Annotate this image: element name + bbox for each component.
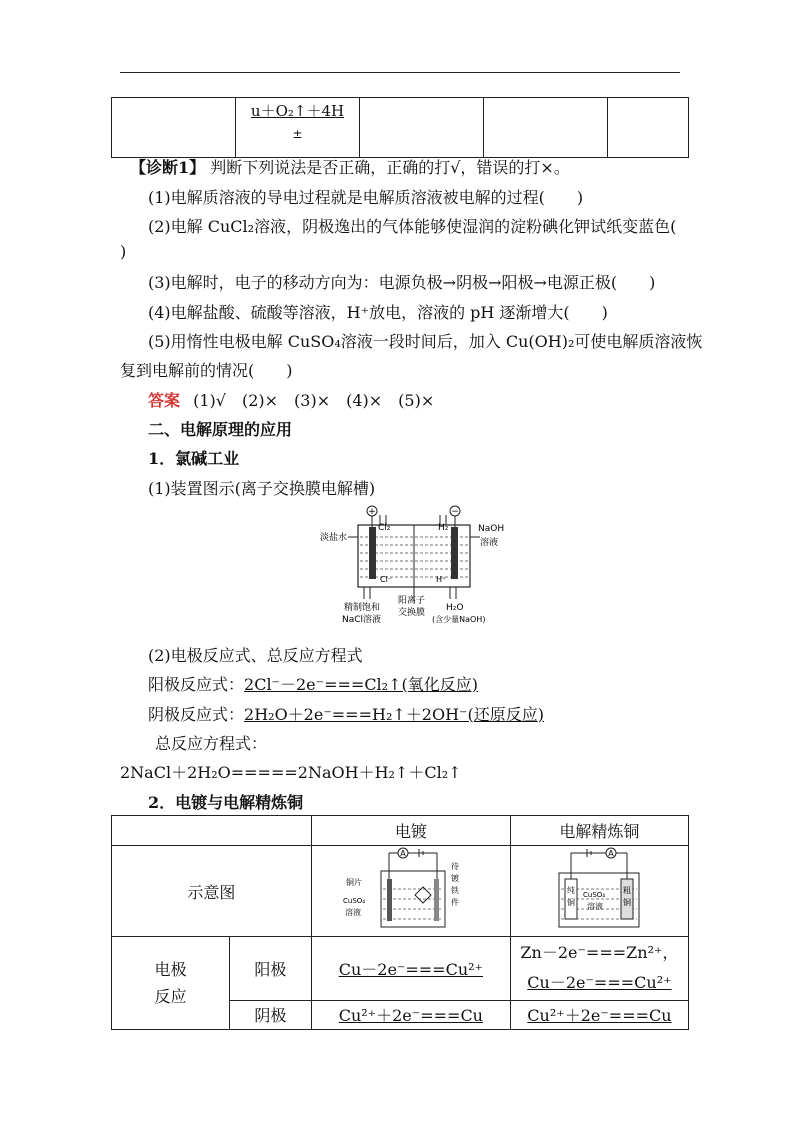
refining-diagram bbox=[539, 847, 659, 931]
plating-diagram-cell bbox=[311, 846, 510, 937]
dilute-brine-label: 淡盐水 bbox=[320, 533, 348, 543]
answer-text: (1)√ (2)× (3)× (4)× (5)× bbox=[193, 391, 435, 410]
top-table-cell bbox=[236, 98, 360, 158]
pure-copper-label: 纯 bbox=[567, 886, 576, 895]
total-equation: 2NaCl＋2H₂O=====2NaOH＋H₂↑＋Cl₂↑ bbox=[120, 763, 462, 782]
refining-anode-equation-2: Cu－2e⁻===Cu²⁺ bbox=[527, 973, 672, 993]
cl2-label: Cl₂ bbox=[378, 523, 391, 533]
anode-oxidation: 氧化 bbox=[407, 675, 440, 694]
plating-cathode-equation: Cu²⁺＋2e⁻===Cu bbox=[338, 1006, 483, 1026]
water-label: H₂O bbox=[446, 603, 464, 613]
anode-prefix: 阳极反应式： bbox=[148, 675, 245, 694]
anode-label: 阳极 bbox=[230, 937, 312, 1001]
diagnosis-instruction: 判断下列说法是否正确，正确的打√，错误的打×。 bbox=[210, 158, 570, 177]
column-plating: 电镀 bbox=[311, 816, 510, 846]
cathode-prefix: 阴极反应式： bbox=[148, 705, 245, 724]
refining-cathode-cell bbox=[510, 1000, 688, 1029]
diagnosis-item: 复到电解前的情况( ) bbox=[120, 361, 293, 380]
minus-terminal: − bbox=[451, 507, 459, 517]
row-diagram-label: 示意图 bbox=[112, 846, 312, 937]
plating-anode-equation: Cu－2e⁻===Cu²⁺ bbox=[338, 959, 483, 979]
top-table-cell bbox=[360, 98, 484, 158]
h-ion-label: H⁺ bbox=[436, 575, 447, 584]
cathode-reduction: 还原 bbox=[473, 705, 506, 724]
diagnosis-label: 【诊断1】 bbox=[130, 158, 206, 177]
diagnosis-item: (3)电解时，电子的移动方向为：电源负极→阴极→阳极→电源正极( ) bbox=[148, 273, 656, 292]
cathode-equation: 2H₂O＋2e⁻===H₂↑＋2OH⁻( bbox=[244, 705, 474, 724]
cathode-suffix: 反应) bbox=[505, 705, 544, 724]
crude-copper-label-2: 铜 bbox=[623, 898, 632, 907]
naoh-label: NaOH bbox=[478, 524, 505, 534]
item-text: (2)电极反应式、总反应方程式 bbox=[148, 646, 363, 665]
to-plate-label: 待 bbox=[450, 862, 459, 871]
ammeter-icon: A bbox=[608, 849, 615, 858]
column-refining: 电解精炼铜 bbox=[510, 816, 688, 846]
diagnosis-item: (5)用惰性电极电解 CuSO₄溶液一段时间后，加入 Cu(OH)₂可使电解质溶液恢 bbox=[148, 332, 703, 351]
top-table-cell bbox=[484, 98, 608, 158]
diagnosis-header bbox=[130, 155, 570, 178]
diagnosis-item: (2)电解 CuCl₂溶液，阴极逸出的气体能够使湿润的淀粉碘化钾试纸变蓝色( bbox=[148, 217, 677, 236]
water-note-label: (含少量NaOH) bbox=[432, 615, 486, 624]
diagnosis-item: (1)电解质溶液的导电过程就是电解质溶液被电解的过程( ) bbox=[148, 188, 584, 207]
cathode-equation-line bbox=[148, 702, 544, 725]
plus-terminal: + bbox=[368, 507, 376, 517]
plating-anode-cell bbox=[311, 937, 510, 1001]
naoh-solution-label: 溶液 bbox=[480, 538, 499, 548]
crude-copper-label: 粗 bbox=[623, 886, 632, 895]
refining-anode-cell bbox=[510, 937, 688, 1001]
reaction-label: 反应 bbox=[154, 986, 187, 1006]
subsection-heading: 1．氯碱工业 bbox=[148, 449, 240, 468]
pure-copper-label-2: 铜 bbox=[567, 898, 576, 907]
cathode-label: 阴极 bbox=[230, 1000, 312, 1029]
anode-suffix: 反应) bbox=[439, 675, 479, 694]
refining-cathode-equation: Cu²⁺＋2e⁻===Cu bbox=[527, 1006, 672, 1026]
total-label: 总反应方程式： bbox=[155, 734, 268, 753]
cl-ion-label: Cl⁻ bbox=[380, 575, 393, 584]
plating-diagram bbox=[341, 847, 481, 931]
item-text: (1)装置图示(离子交换膜电解槽) bbox=[148, 479, 376, 498]
diagnosis-item: (4)电解盐酸、硫酸等溶液，H⁺放电，溶液的 pH 逐渐增大( ) bbox=[148, 303, 608, 322]
refining-anode-equation-1: Zn－2e⁻===Zn²⁺， bbox=[520, 943, 679, 962]
row-electrode-label bbox=[112, 937, 230, 1030]
answer-label: 答案 bbox=[148, 391, 181, 410]
top-table-formula: u＋O₂↑＋4H bbox=[250, 102, 345, 120]
top-table-sub: ± bbox=[292, 127, 303, 141]
diagnosis-item: ) bbox=[120, 242, 127, 261]
answer-line bbox=[148, 388, 434, 411]
cuso4-label: CuSO₄ bbox=[583, 891, 606, 899]
to-plate-label-2: 镀 bbox=[450, 874, 459, 883]
plating-table bbox=[111, 815, 689, 1030]
plating-cathode-cell bbox=[311, 1000, 510, 1029]
refining-diagram-cell bbox=[510, 846, 688, 937]
ammeter-icon: A bbox=[400, 849, 406, 858]
subsection-heading: 2．电镀与电解精炼铜 bbox=[148, 793, 304, 812]
top-table-cell bbox=[608, 98, 689, 158]
brine-inlet-label-2: NaCl溶液 bbox=[342, 615, 382, 625]
h2-label: H₂ bbox=[438, 523, 449, 533]
section-heading: 二、电解原理的应用 bbox=[148, 420, 293, 439]
cuso4-label: CuSO₄ bbox=[342, 897, 365, 905]
electrode-label: 电极 bbox=[154, 959, 187, 979]
brine-inlet-label: 精制饱和 bbox=[344, 603, 381, 613]
copper-plate-label: 铜片 bbox=[345, 878, 362, 887]
top-table-cell bbox=[112, 98, 236, 158]
top-table bbox=[111, 97, 689, 158]
solution-label: 溶液 bbox=[344, 908, 361, 917]
anode-equation: 2Cl⁻－2e⁻===Cl₂↑( bbox=[244, 675, 408, 694]
table-header-empty bbox=[112, 816, 312, 846]
chlor-alkali-diagram bbox=[300, 503, 525, 631]
piece-label: 件 bbox=[450, 898, 459, 907]
iron-label: 铁 bbox=[450, 886, 459, 895]
membrane-label: 阳离子 bbox=[398, 596, 426, 606]
solution-label: 溶液 bbox=[587, 902, 604, 911]
membrane-label-2: 交换膜 bbox=[398, 608, 426, 618]
header-rule bbox=[120, 72, 680, 73]
anode-equation-line bbox=[148, 672, 478, 695]
